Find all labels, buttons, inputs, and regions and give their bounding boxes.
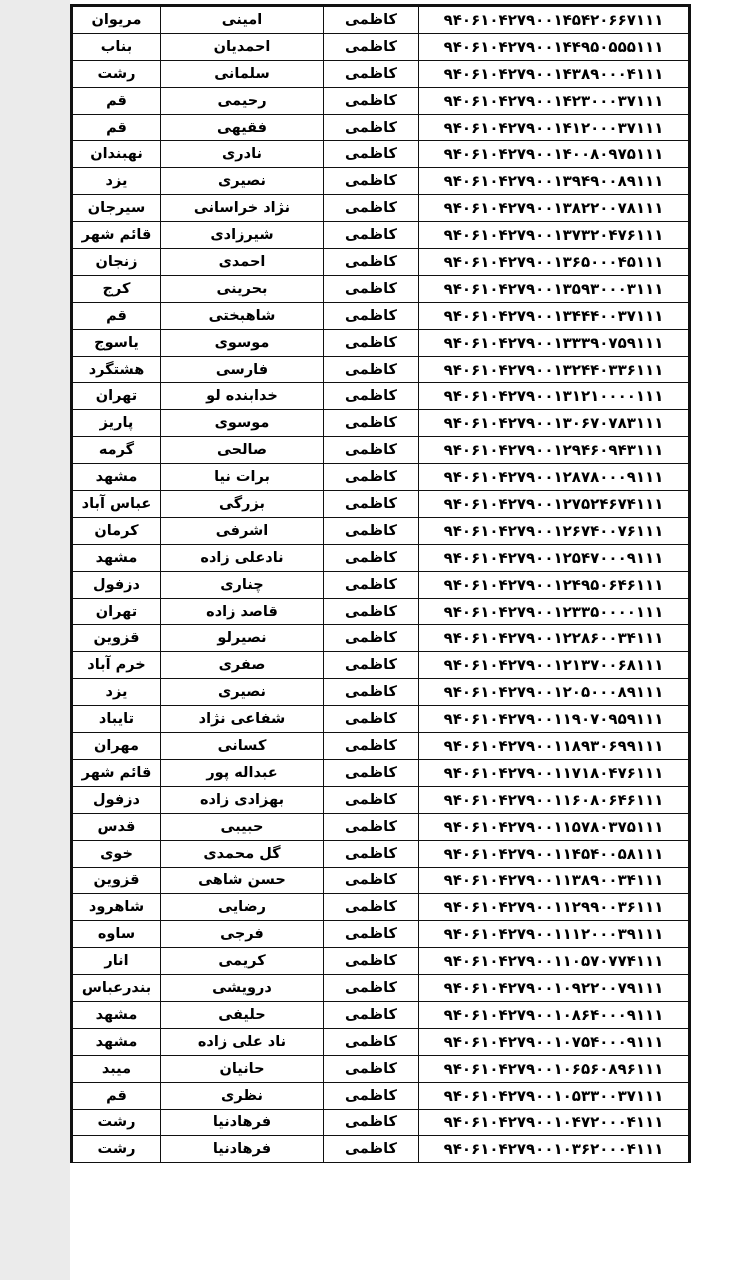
table-row [73,87,689,114]
first-name-cell: کاظمی [324,464,419,491]
code-cell: ۹۴۰۶۱۰۴۲۷۹۰۰۱۰۹۲۲۰۰۷۹۱۱۱ [419,975,689,1002]
last-name-cell: چناری [161,571,324,598]
first-name-cell: کاظمی [324,383,419,410]
first-name-cell: کاظمی [324,733,419,760]
first-name-cell: کاظمی [324,60,419,87]
code-cell: ۹۴۰۶۱۰۴۲۷۹۰۰۱۲۸۷۸۰۰۰۹۱۱۱ [419,464,689,491]
table-row [73,491,689,518]
first-name-cell: کاظمی [324,625,419,652]
last-name-cell: رضایی [161,894,324,921]
city-cell: قدس [73,813,161,840]
city-cell: قائم شهر [73,759,161,786]
last-name-cell: سلمانی [161,60,324,87]
table-row [73,60,689,87]
city-cell: تهران [73,598,161,625]
first-name-cell: کاظمی [324,975,419,1002]
table-row [73,383,689,410]
table-row [73,275,689,302]
code-cell: ۹۴۰۶۱۰۴۲۷۹۰۰۱۰۶۵۶۰۸۹۶۱۱۱ [419,1055,689,1082]
first-name-cell: کاظمی [324,517,419,544]
table-row [73,544,689,571]
first-name-cell: کاظمی [324,1001,419,1028]
city-cell: قم [73,302,161,329]
last-name-cell: فرهادنیا [161,1136,324,1163]
last-name-cell: قاصد زاده [161,598,324,625]
first-name-cell: کاظمی [324,302,419,329]
last-name-cell: بحرینی [161,275,324,302]
table-row [73,114,689,141]
last-name-cell: احمدیان [161,33,324,60]
table-row [73,464,689,491]
table-row [73,733,689,760]
code-cell: ۹۴۰۶۱۰۴۲۷۹۰۰۱۳۹۴۹۰۰۸۹۱۱۱ [419,168,689,195]
code-cell: ۹۴۰۶۱۰۴۲۷۹۰۰۱۴۴۹۵۰۵۵۵۱۱۱ [419,33,689,60]
code-cell: ۹۴۰۶۱۰۴۲۷۹۰۰۱۳۷۳۲۰۴۷۶۱۱۱ [419,222,689,249]
code-cell: ۹۴۰۶۱۰۴۲۷۹۰۰۱۴۵۴۲۰۶۶۷۱۱۱ [419,7,689,34]
city-cell: مشهد [73,1028,161,1055]
code-cell: ۹۴۰۶۱۰۴۲۷۹۰۰۱۰۷۵۴۰۰۰۹۱۱۱ [419,1028,689,1055]
last-name-cell: موسوی [161,329,324,356]
table-row [73,356,689,383]
last-name-cell: ناد علی زاده [161,1028,324,1055]
city-cell: زنجان [73,249,161,276]
last-name-cell: صالحی [161,437,324,464]
table-row [73,517,689,544]
first-name-cell: کاظمی [324,948,419,975]
table-row [73,652,689,679]
code-cell: ۹۴۰۶۱۰۴۲۷۹۰۰۱۱۲۹۹۰۰۳۶۱۱۱ [419,894,689,921]
last-name-cell: شیرزادی [161,222,324,249]
last-name-cell: رحیمی [161,87,324,114]
last-name-cell: نصیری [161,168,324,195]
last-name-cell: حانیان [161,1055,324,1082]
city-cell: کرمان [73,517,161,544]
code-cell: ۹۴۰۶۱۰۴۲۷۹۰۰۱۰۸۶۴۰۰۰۹۱۱۱ [419,1001,689,1028]
city-cell: تهران [73,383,161,410]
last-name-cell: گل محمدی [161,840,324,867]
first-name-cell: کاظمی [324,141,419,168]
city-cell: مشهد [73,464,161,491]
city-cell: مشهد [73,544,161,571]
city-cell: قزوین [73,867,161,894]
city-cell: رشت [73,60,161,87]
table-row [73,813,689,840]
table-row [73,706,689,733]
first-name-cell: کاظمی [324,706,419,733]
code-cell: ۹۴۰۶۱۰۴۲۷۹۰۰۱۴۲۳۰۰۰۳۷۱۱۱ [419,87,689,114]
city-cell: قزوین [73,625,161,652]
code-cell: ۹۴۰۶۱۰۴۲۷۹۰۰۱۳۳۳۹۰۷۵۹۱۱۱ [419,329,689,356]
city-cell: شاهرود [73,894,161,921]
city-cell: رشت [73,1109,161,1136]
table-row [73,1136,689,1163]
city-cell: مهران [73,733,161,760]
first-name-cell: کاظمی [324,652,419,679]
city-cell: عباس آباد [73,491,161,518]
city-cell: قم [73,114,161,141]
table-row [73,625,689,652]
table-row [73,141,689,168]
last-name-cell: نظری [161,1082,324,1109]
first-name-cell: کاظمی [324,1055,419,1082]
city-cell: یزد [73,168,161,195]
first-name-cell: کاظمی [324,491,419,518]
code-cell: ۹۴۰۶۱۰۴۲۷۹۰۰۱۴۰۰۸۰۹۷۵۱۱۱ [419,141,689,168]
table-row [73,948,689,975]
city-cell: خوی [73,840,161,867]
city-cell: بندرعباس [73,975,161,1002]
last-name-cell: امینی [161,7,324,34]
table-row [73,759,689,786]
code-cell: ۹۴۰۶۱۰۴۲۷۹۰۰۱۱۱۲۰۰۰۳۹۱۱۱ [419,921,689,948]
first-name-cell: کاظمی [324,813,419,840]
code-cell: ۹۴۰۶۱۰۴۲۷۹۰۰۱۲۵۴۷۰۰۰۹۱۱۱ [419,544,689,571]
last-name-cell: احمدی [161,249,324,276]
first-name-cell: کاظمی [324,1028,419,1055]
table-row [73,1028,689,1055]
first-name-cell: کاظمی [324,1136,419,1163]
first-name-cell: کاظمی [324,249,419,276]
last-name-cell: موسوی [161,410,324,437]
last-name-cell: شاهبختی [161,302,324,329]
last-name-cell: نادعلی زاده [161,544,324,571]
city-cell: قم [73,1082,161,1109]
code-cell: ۹۴۰۶۱۰۴۲۷۹۰۰۱۱۵۷۸۰۳۷۵۱۱۱ [419,813,689,840]
city-cell: مشهد [73,1001,161,1028]
first-name-cell: کاظمی [324,1109,419,1136]
first-name-cell: کاظمی [324,356,419,383]
table-row [73,679,689,706]
code-cell: ۹۴۰۶۱۰۴۲۷۹۰۰۱۱۰۵۷۰۷۷۴۱۱۱ [419,948,689,975]
first-name-cell: کاظمی [324,437,419,464]
table-row [73,840,689,867]
city-cell: هشتگرد [73,356,161,383]
last-name-cell: فارسی [161,356,324,383]
last-name-cell: خدابنده لو [161,383,324,410]
last-name-cell: درویشی [161,975,324,1002]
city-cell: کرج [73,275,161,302]
first-name-cell: کاظمی [324,87,419,114]
code-cell: ۹۴۰۶۱۰۴۲۷۹۰۰۱۱۸۹۳۰۶۹۹۱۱۱ [419,733,689,760]
table-row [73,786,689,813]
code-cell: ۹۴۰۶۱۰۴۲۷۹۰۰۱۳۰۶۷۰۷۸۳۱۱۱ [419,410,689,437]
code-cell: ۹۴۰۶۱۰۴۲۷۹۰۰۱۰۳۶۲۰۰۰۴۱۱۱ [419,1136,689,1163]
table-row [73,1001,689,1028]
last-name-cell: فقیهی [161,114,324,141]
last-name-cell: نصیرلو [161,625,324,652]
last-name-cell: نژاد خراسانی [161,195,324,222]
code-cell: ۹۴۰۶۱۰۴۲۷۹۰۰۱۲۲۸۶۰۰۳۴۱۱۱ [419,625,689,652]
first-name-cell: کاظمی [324,571,419,598]
city-cell: بناب [73,33,161,60]
code-cell: ۹۴۰۶۱۰۴۲۷۹۰۰۱۴۱۲۰۰۰۳۷۱۱۱ [419,114,689,141]
code-cell: ۹۴۰۶۱۰۴۲۷۹۰۰۱۰۴۷۲۰۰۰۴۱۱۱ [419,1109,689,1136]
code-cell: ۹۴۰۶۱۰۴۲۷۹۰۰۱۱۶۰۸۰۶۴۶۱۱۱ [419,786,689,813]
first-name-cell: کاظمی [324,7,419,34]
first-name-cell: کاظمی [324,894,419,921]
first-name-cell: کاظمی [324,114,419,141]
table-row [73,222,689,249]
code-cell: ۹۴۰۶۱۰۴۲۷۹۰۰۱۱۴۵۴۰۰۵۸۱۱۱ [419,840,689,867]
table-row [73,571,689,598]
code-cell: ۹۴۰۶۱۰۴۲۷۹۰۰۱۲۰۵۰۰۰۸۹۱۱۱ [419,679,689,706]
table-row [73,975,689,1002]
first-name-cell: کاظمی [324,168,419,195]
code-cell: ۹۴۰۶۱۰۴۲۷۹۰۰۱۲۶۷۴۰۰۷۶۱۱۱ [419,517,689,544]
table-row [73,410,689,437]
city-cell: یاسوج [73,329,161,356]
first-name-cell: کاظمی [324,679,419,706]
code-cell: ۹۴۰۶۱۰۴۲۷۹۰۰۱۲۳۳۵۰۰۰۰۱۱۱ [419,598,689,625]
code-cell: ۹۴۰۶۱۰۴۲۷۹۰۰۱۳۴۴۴۰۰۳۷۱۱۱ [419,302,689,329]
city-cell: قم [73,87,161,114]
code-cell: ۹۴۰۶۱۰۴۲۷۹۰۰۱۱۹۰۷۰۹۵۹۱۱۱ [419,706,689,733]
table-row [73,598,689,625]
first-name-cell: کاظمی [324,222,419,249]
last-name-cell: حبیبی [161,813,324,840]
last-name-cell: فرجی [161,921,324,948]
table-row [73,437,689,464]
records-table-body [73,7,689,1163]
table-row [73,168,689,195]
city-cell: رشت [73,1136,161,1163]
table-row [73,33,689,60]
last-name-cell: عبداله پور [161,759,324,786]
code-cell: ۹۴۰۶۱۰۴۲۷۹۰۰۱۳۵۹۳۰۰۰۳۱۱۱ [419,275,689,302]
code-cell: ۹۴۰۶۱۰۴۲۷۹۰۰۱۲۷۵۲۴۶۷۴۱۱۱ [419,491,689,518]
left-margin [0,0,70,1280]
city-cell: خرم آباد [73,652,161,679]
code-cell: ۹۴۰۶۱۰۴۲۷۹۰۰۱۱۷۱۸۰۴۷۶۱۱۱ [419,759,689,786]
last-name-cell: بهزادی زاده [161,786,324,813]
table-row [73,894,689,921]
code-cell: ۹۴۰۶۱۰۴۲۷۹۰۰۱۱۳۸۹۰۰۳۴۱۱۱ [419,867,689,894]
last-name-cell: صفری [161,652,324,679]
last-name-cell: اشرفی [161,517,324,544]
city-cell: ساوه [73,921,161,948]
table-row [73,195,689,222]
first-name-cell: کاظمی [324,598,419,625]
last-name-cell: برات نیا [161,464,324,491]
table-row [73,329,689,356]
city-cell: نهبندان [73,141,161,168]
table-row [73,921,689,948]
first-name-cell: کاظمی [324,921,419,948]
code-cell: ۹۴۰۶۱۰۴۲۷۹۰۰۱۳۱۲۱۰۰۰۰۱۱۱ [419,383,689,410]
code-cell: ۹۴۰۶۱۰۴۲۷۹۰۰۱۲۴۹۵۰۶۴۶۱۱۱ [419,571,689,598]
last-name-cell: نصیری [161,679,324,706]
code-cell: ۹۴۰۶۱۰۴۲۷۹۰۰۱۲۹۴۶۰۹۴۳۱۱۱ [419,437,689,464]
first-name-cell: کاظمی [324,759,419,786]
city-cell: گرمه [73,437,161,464]
first-name-cell: کاظمی [324,867,419,894]
code-cell: ۹۴۰۶۱۰۴۲۷۹۰۰۱۰۵۳۳۰۰۳۷۱۱۱ [419,1082,689,1109]
last-name-cell: شفاعی نژاد [161,706,324,733]
table-row [73,249,689,276]
city-cell: تایباد [73,706,161,733]
records-table [72,6,689,1163]
table-row [73,1109,689,1136]
last-name-cell: حسن شاهی [161,867,324,894]
city-cell: قائم شهر [73,222,161,249]
last-name-cell: حلیفی [161,1001,324,1028]
code-cell: ۹۴۰۶۱۰۴۲۷۹۰۰۱۲۱۳۷۰۰۶۸۱۱۱ [419,652,689,679]
first-name-cell: کاظمی [324,1082,419,1109]
records-table-wrapper [70,4,691,1163]
code-cell: ۹۴۰۶۱۰۴۲۷۹۰۰۱۳۲۴۴۰۳۳۶۱۱۱ [419,356,689,383]
first-name-cell: کاظمی [324,786,419,813]
city-cell: مریوان [73,7,161,34]
code-cell: ۹۴۰۶۱۰۴۲۷۹۰۰۱۳۸۲۲۰۰۷۸۱۱۱ [419,195,689,222]
table-row [73,302,689,329]
first-name-cell: کاظمی [324,275,419,302]
city-cell: سیرجان [73,195,161,222]
city-cell: انار [73,948,161,975]
first-name-cell: کاظمی [324,33,419,60]
table-row [73,867,689,894]
first-name-cell: کاظمی [324,329,419,356]
last-name-cell: فرهادنیا [161,1109,324,1136]
first-name-cell: کاظمی [324,840,419,867]
last-name-cell: کریمی [161,948,324,975]
table-row [73,1055,689,1082]
city-cell: میبد [73,1055,161,1082]
city-cell: دزفول [73,786,161,813]
city-cell: دزفول [73,571,161,598]
city-cell: یزد [73,679,161,706]
table-row [73,1082,689,1109]
first-name-cell: کاظمی [324,195,419,222]
code-cell: ۹۴۰۶۱۰۴۲۷۹۰۰۱۳۶۵۰۰۰۴۵۱۱۱ [419,249,689,276]
code-cell: ۹۴۰۶۱۰۴۲۷۹۰۰۱۴۳۸۹۰۰۰۴۱۱۱ [419,60,689,87]
first-name-cell: کاظمی [324,544,419,571]
table-row [73,7,689,34]
last-name-cell: بزرگی [161,491,324,518]
first-name-cell: کاظمی [324,410,419,437]
last-name-cell: کسانی [161,733,324,760]
last-name-cell: نادری [161,141,324,168]
city-cell: پاریز [73,410,161,437]
